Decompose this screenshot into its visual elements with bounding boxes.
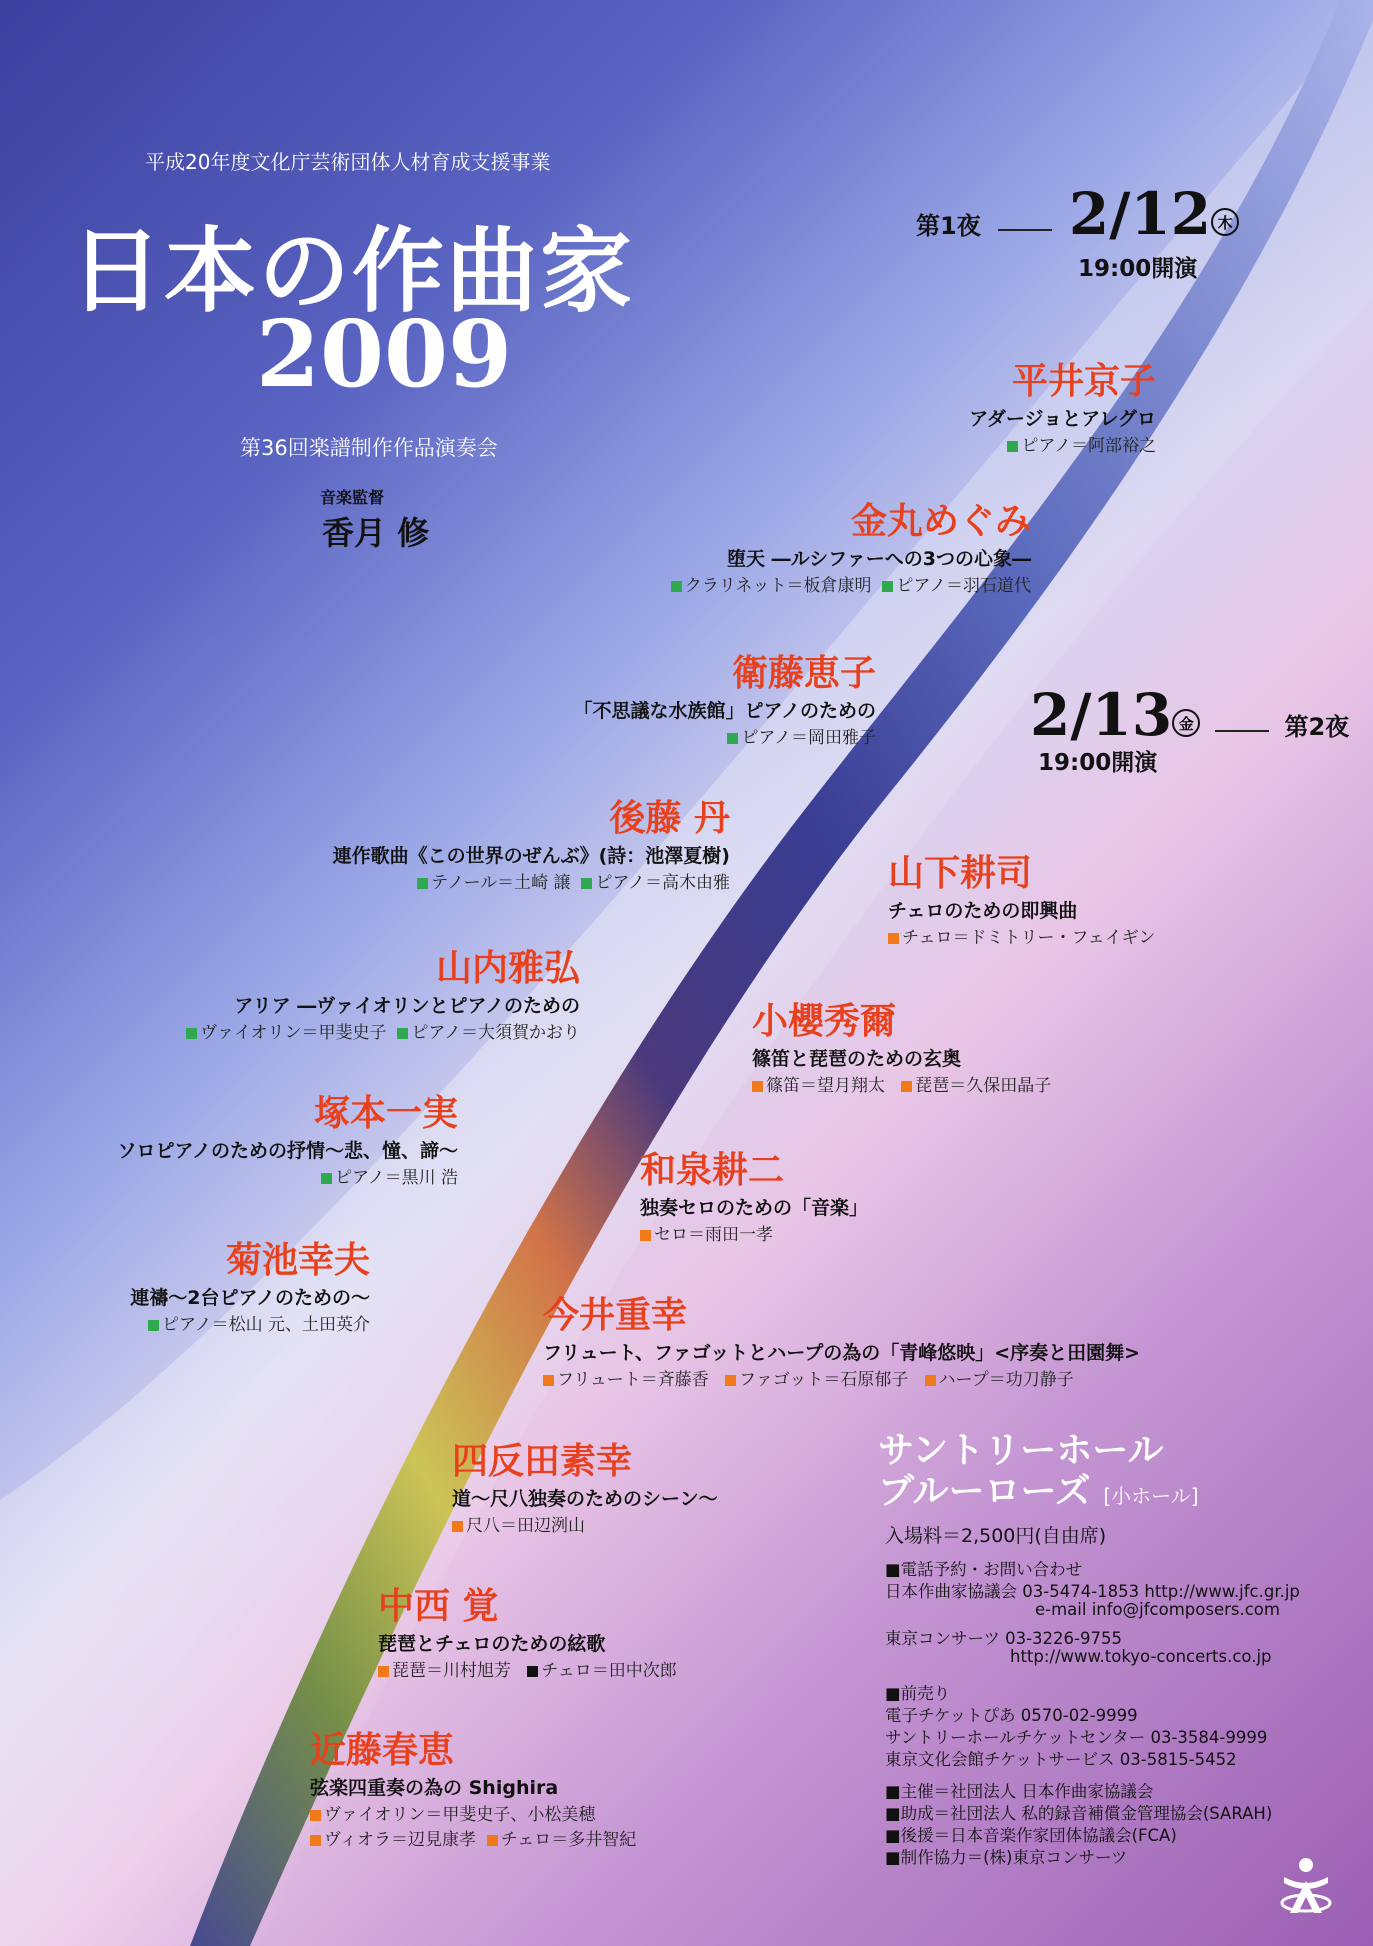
presale-pia: 電子チケットぴあ 0570-02-9999 [885, 1706, 1138, 1725]
performer: 尺八＝田辺洌山 [452, 1511, 718, 1536]
night2-heading [1030, 681, 1350, 749]
performer: ピアノ＝松山 元、土田英介 [130, 1310, 370, 1335]
square-icon [882, 581, 893, 592]
square-icon [640, 1230, 651, 1241]
credit-production: ■制作協力＝(株)東京コンサーツ [885, 1848, 1128, 1867]
square-icon [186, 1028, 197, 1039]
square-icon [378, 1666, 389, 1677]
square-icon [452, 1521, 463, 1532]
square-icon [671, 581, 682, 592]
contact-email: e-mail info@jfcomposers.com [1035, 1600, 1280, 1619]
program-item [543, 1287, 1140, 1390]
composer-name: 四反田素幸 [452, 1441, 633, 1482]
performer: 篠笛＝望月翔太 琵琶＝久保田晶子 [752, 1071, 1051, 1096]
composer-name: 衛藤恵子 [731, 653, 876, 694]
square-icon [888, 933, 899, 944]
work-title: 道～尺八独奏のためのシーン～ [452, 1488, 718, 1510]
composer-name: 金丸めぐみ [850, 501, 1031, 542]
performer: ピアノ＝阿部裕之 [969, 431, 1156, 456]
director-label: 音楽監督 [320, 488, 385, 507]
work-title: フリュート、ファゴットとハープの為の「青峰悠映」<序奏と田園舞> [543, 1342, 1141, 1364]
square-icon [727, 733, 738, 744]
contact-jfc: 日本作曲家協議会 03-5474-1853 http://www.jfc.gr.jp [885, 1582, 1300, 1601]
program-item [186, 940, 580, 1043]
work-title: 弦楽四重奏の為の Shighira [310, 1777, 559, 1799]
performer: 琵琶＝川村旭芳 チェロ＝田中次郎 [378, 1656, 677, 1681]
composer-name: 和泉耕二 [640, 1150, 785, 1191]
work-title: 独奏セロのための「音楽」 [640, 1197, 869, 1219]
square-icon [581, 878, 592, 889]
performer: ヴァイオリン＝甲斐史子、小松美穂 [310, 1800, 636, 1825]
composer-name: 後藤 丹 [609, 798, 730, 839]
square-icon [725, 1375, 736, 1386]
credit-organizer: ■主催＝社団法人 日本作曲家協議会 [885, 1782, 1154, 1801]
night1-label: 第1夜 [916, 212, 981, 240]
performer: ピアノ＝岡田雅子 [574, 723, 876, 748]
director-name: 香月 修 [322, 514, 430, 552]
square-icon [1007, 441, 1018, 452]
presale-heading: ■前売り [885, 1684, 951, 1703]
page-subtitle: 第36回楽譜制作作品演奏会 [240, 436, 498, 460]
performer: クラリネット＝板倉康明 ピアノ＝羽石道代 [671, 571, 1031, 596]
composer-name: 今井重幸 [543, 1295, 688, 1336]
square-icon [310, 1835, 321, 1846]
program-item [640, 1142, 868, 1245]
square-icon [397, 1028, 408, 1039]
composer-name: 山下耕司 [888, 853, 1033, 894]
composer-name: 中西 覚 [378, 1586, 499, 1627]
composer-name: 菊池幸夫 [225, 1240, 370, 1281]
square-icon [310, 1810, 321, 1821]
page-year: 2009 [256, 300, 513, 408]
square-icon [925, 1375, 936, 1386]
contact-url: http://www.tokyo-concerts.co.jp [1010, 1647, 1272, 1666]
program-item [969, 353, 1156, 456]
program-item [333, 790, 730, 893]
composer-name: 近藤春恵 [310, 1730, 455, 1771]
night2-label: 第2夜 [1284, 713, 1350, 741]
square-icon [417, 878, 428, 889]
contact-heading: ■電話予約・お問い合わせ [885, 1560, 1083, 1579]
composer-name: 小櫻秀爾 [752, 1001, 897, 1042]
performer: セロ＝雨田一孝 [640, 1220, 868, 1245]
performer: ピアノ＝黒川 浩 [118, 1163, 458, 1188]
square-icon [321, 1173, 332, 1184]
night1-day: 木 [1211, 208, 1239, 236]
work-title: 連作歌曲《この世界のぜんぶ》(詩：池澤夏樹) [332, 845, 730, 867]
page-title: 日本の作曲家 [70, 217, 635, 325]
square-icon [901, 1081, 912, 1092]
performer: フリュート＝斉藤香 ファゴット＝石原郁子 ハープ＝功刀静子 [543, 1365, 1140, 1390]
night1-dash [998, 229, 1052, 231]
venue-name-1: サントリーホール [878, 1430, 1164, 1471]
admission: 入場料＝2,500円(自由席) [885, 1525, 1107, 1547]
performer: チェロ＝ドミトリー・フェイギン [888, 923, 1155, 948]
night2-date: 2/13 [1030, 681, 1173, 749]
venue-hall: [小ホール] [1103, 1484, 1199, 1509]
program-item [378, 1578, 677, 1681]
night1-time: 19:00開演 [1078, 256, 1198, 282]
credit-support: ■後援＝日本音楽作家団体協議会(FCA) [885, 1826, 1177, 1845]
contact-tokyo-concerts: 東京コンサーツ 03-3226-9755 [885, 1629, 1122, 1648]
program-item [130, 1232, 370, 1335]
presale-suntory: サントリーホールチケットセンター 03-3584-9999 [885, 1728, 1268, 1747]
work-title: ソロピアノのための抒情～悲、憧、諦～ [117, 1140, 458, 1162]
venue-name-2: ブルーローズ [小ホール] [878, 1471, 1199, 1513]
composer-name: 平井京子 [1011, 361, 1156, 402]
square-icon [527, 1666, 538, 1677]
composer-name: 山内雅弘 [435, 948, 580, 989]
square-icon [543, 1375, 554, 1386]
support-text: 平成20年度文化庁芸術団体人材育成支援事業 [145, 150, 551, 174]
square-icon [148, 1320, 159, 1331]
work-title: 堕天 ―ルシファーへの3つの心象― [727, 548, 1031, 570]
performer: ヴァイオリン＝甲斐史子 ピアノ＝大須賀かおり [186, 1018, 580, 1043]
night1-heading [916, 180, 1239, 248]
night2-time: 19:00開演 [1038, 750, 1158, 776]
night2-dash [1215, 730, 1269, 732]
jfc-logo-icon [1276, 1855, 1336, 1921]
work-title: 篠笛と琵琶のための玄奥 [752, 1048, 962, 1070]
program-item [574, 645, 876, 748]
square-icon [487, 1835, 498, 1846]
work-title: 琵琶とチェロのための絃歌 [378, 1633, 606, 1655]
program-item [752, 993, 1051, 1096]
night1-date: 2/12 [1068, 180, 1212, 248]
program-item [671, 493, 1031, 596]
venue-block [878, 1430, 1199, 1512]
night2-day: 金 [1172, 709, 1200, 737]
work-title: アダージョとアレグロ [969, 408, 1156, 430]
program-item [452, 1433, 718, 1536]
program-item [888, 845, 1155, 948]
program-item [118, 1085, 458, 1188]
program-item [310, 1722, 636, 1850]
work-title: アリア ―ヴァイオリンとピアノのための [234, 995, 580, 1017]
credit-grant: ■助成＝社団法人 私的録音補償金管理協会(SARAH) [885, 1804, 1273, 1823]
work-title: 「不思議な水族館」ピアノのための [573, 700, 876, 722]
work-title: チェロのための即興曲 [888, 900, 1078, 922]
performer: テノール＝土崎 譲 ピアノ＝高木由雅 [333, 868, 730, 893]
performer: ヴィオラ＝辺見康孝 チェロ＝多井智紀 [310, 1825, 636, 1850]
presale-bunka: 東京文化会館チケットサービス 03-5815-5452 [885, 1750, 1237, 1769]
square-icon [752, 1081, 763, 1092]
composer-name: 塚本一実 [313, 1093, 458, 1134]
work-title: 連禱～2台ピアノのための～ [130, 1287, 370, 1309]
